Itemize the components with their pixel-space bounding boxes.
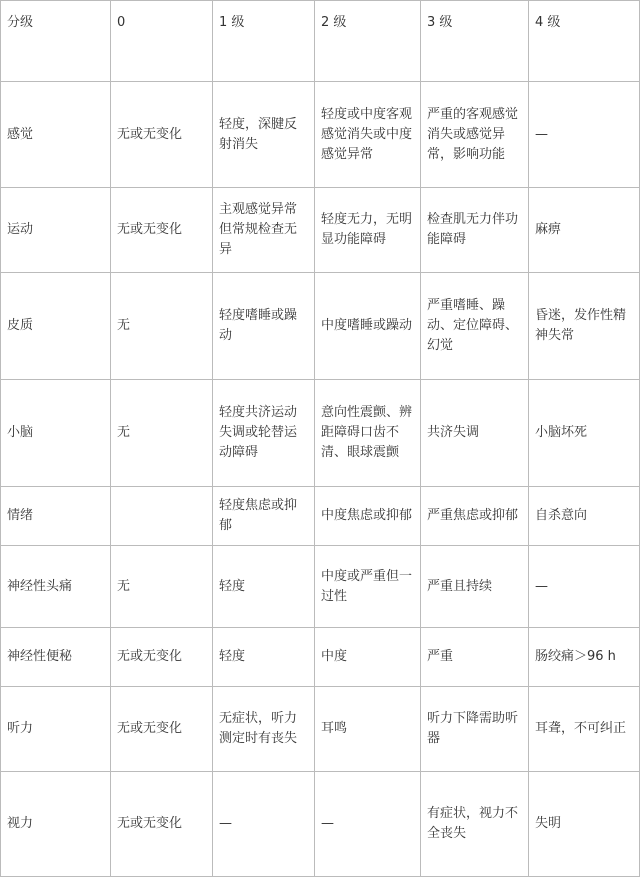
table-cell: 轻度共济运动失调或轮替运动障碍 bbox=[213, 380, 315, 487]
table-row bbox=[1, 487, 640, 546]
table-cell: 中度焦虑或抑郁 bbox=[315, 487, 421, 546]
table-cell: 无 bbox=[111, 546, 213, 628]
table-cell: 轻度嗜睡或躁动 bbox=[213, 273, 315, 380]
table-cell: 中度 bbox=[315, 628, 421, 687]
table-cell: 严重的客观感觉消失或感觉异常，影响功能 bbox=[421, 82, 529, 188]
table-cell: 耳鸣 bbox=[315, 687, 421, 772]
table-cell: 轻度 bbox=[213, 628, 315, 687]
table-cell: 耳聋，不可纠正 bbox=[529, 687, 640, 772]
table-cell: 自杀意向 bbox=[529, 487, 640, 546]
header-cell-category: 分级 bbox=[1, 1, 111, 82]
table-cell: 听力下降需助听器 bbox=[421, 687, 529, 772]
row-label: 视力 bbox=[1, 772, 111, 877]
table-cell: 无或无变化 bbox=[111, 687, 213, 772]
table-cell: 轻度无力，无明显功能障碍 bbox=[315, 188, 421, 273]
row-label: 情绪 bbox=[1, 487, 111, 546]
table-row bbox=[1, 82, 640, 188]
table-cell: 检查肌无力伴功能障碍 bbox=[421, 188, 529, 273]
row-label: 感觉 bbox=[1, 82, 111, 188]
row-label: 神经性头痛 bbox=[1, 546, 111, 628]
header-cell-grade-0: 0 bbox=[111, 1, 213, 82]
table-cell: 无或无变化 bbox=[111, 188, 213, 273]
table-cell: 轻度或中度客观感觉消失或中度感觉异常 bbox=[315, 82, 421, 188]
table-cell: 有症状，视力不全丧失 bbox=[421, 772, 529, 877]
table-cell: 中度或严重但一过性 bbox=[315, 546, 421, 628]
table-cell: 无 bbox=[111, 273, 213, 380]
table-row bbox=[1, 628, 640, 687]
table-cell: 昏迷，发作性精神失常 bbox=[529, 273, 640, 380]
header-cell-grade-2: 2 级 bbox=[315, 1, 421, 82]
table-cell: 无 bbox=[111, 380, 213, 487]
table-cell: 小脑坏死 bbox=[529, 380, 640, 487]
header-cell-grade-4: 4 级 bbox=[529, 1, 640, 82]
table-cell: 轻度，深腱反射消失 bbox=[213, 82, 315, 188]
table-cell: 共济失调 bbox=[421, 380, 529, 487]
table-cell bbox=[111, 487, 213, 546]
row-label: 皮质 bbox=[1, 273, 111, 380]
row-label: 听力 bbox=[1, 687, 111, 772]
table-row bbox=[1, 380, 640, 487]
table-cell: 无或无变化 bbox=[111, 772, 213, 877]
table-header-row bbox=[1, 1, 640, 82]
table-cell: 无症状，听力测定时有丧失 bbox=[213, 687, 315, 772]
table-cell: 轻度焦虑或抑郁 bbox=[213, 487, 315, 546]
table-cell: 严重焦虑或抑郁 bbox=[421, 487, 529, 546]
table-cell: 中度嗜睡或躁动 bbox=[315, 273, 421, 380]
table-cell: 麻痹 bbox=[529, 188, 640, 273]
table-cell: — bbox=[529, 82, 640, 188]
table-row bbox=[1, 188, 640, 273]
header-cell-grade-3: 3 级 bbox=[421, 1, 529, 82]
table-cell: 主观感觉异常但常规检查无异 bbox=[213, 188, 315, 273]
table-cell: 严重且持续 bbox=[421, 546, 529, 628]
table-row bbox=[1, 546, 640, 628]
row-label: 神经性便秘 bbox=[1, 628, 111, 687]
table-cell: 严重 bbox=[421, 628, 529, 687]
row-label: 运动 bbox=[1, 188, 111, 273]
table-cell: — bbox=[213, 772, 315, 877]
table-cell: — bbox=[529, 546, 640, 628]
table-cell: 意向性震颤、辨距障碍口齿不清、眼球震颤 bbox=[315, 380, 421, 487]
row-label: 小脑 bbox=[1, 380, 111, 487]
table-cell: 严重嗜睡、躁动、定位障碍、幻觉 bbox=[421, 273, 529, 380]
table-cell: 轻度 bbox=[213, 546, 315, 628]
table-cell: — bbox=[315, 772, 421, 877]
table-cell: 无或无变化 bbox=[111, 628, 213, 687]
table-row bbox=[1, 273, 640, 380]
table-row bbox=[1, 687, 640, 772]
table-cell: 失明 bbox=[529, 772, 640, 877]
header-cell-grade-1: 1 级 bbox=[213, 1, 315, 82]
table-cell: 肠绞痛＞96 h bbox=[529, 628, 640, 687]
table-cell: 无或无变化 bbox=[111, 82, 213, 188]
